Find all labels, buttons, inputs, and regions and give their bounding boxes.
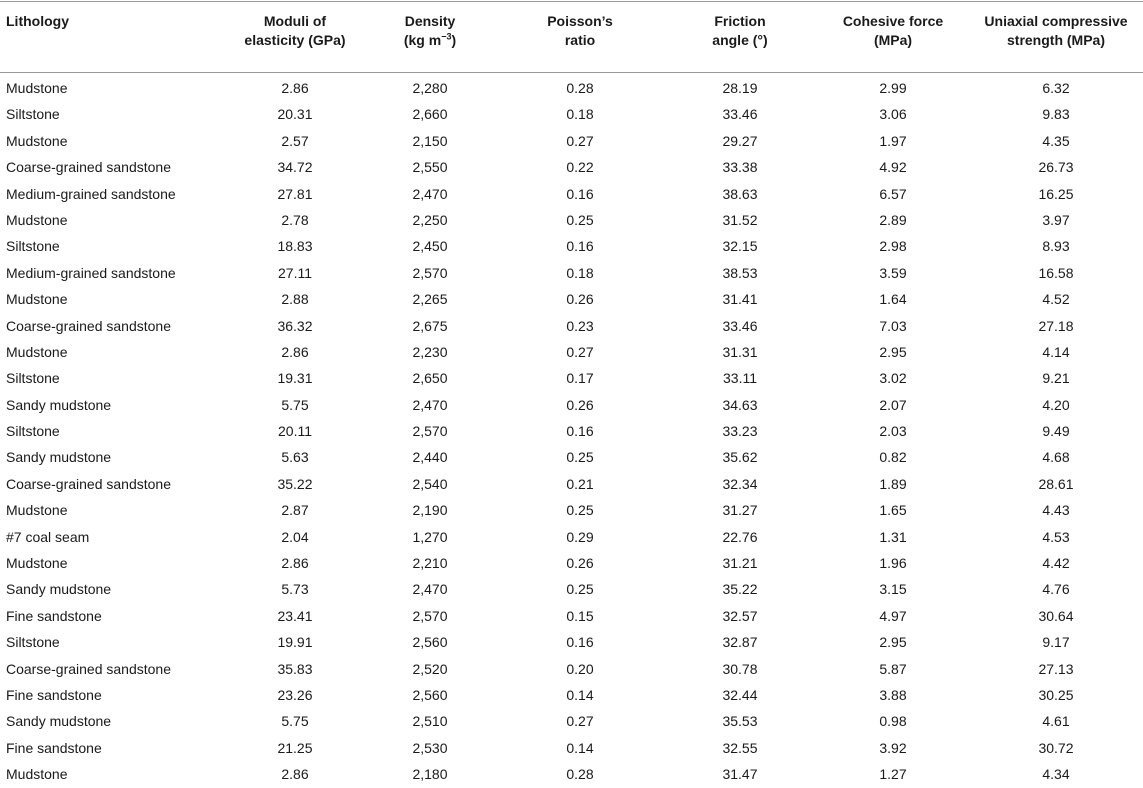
- cell-density: 2,650: [412, 370, 448, 387]
- cell-cohesive: 1.31: [879, 528, 907, 545]
- cell-lithology: Sandy mudstone: [6, 581, 112, 598]
- table-row: [0, 181, 1143, 207]
- cell-ucs: 4.68: [1042, 449, 1070, 466]
- cell-density: 2,470: [412, 396, 448, 413]
- cell-density: 2,280: [412, 80, 448, 96]
- cell-poisson: 0.27: [566, 343, 594, 360]
- header-density: Density (kg $m^{-3}$): [403, 13, 457, 48]
- cell-moduli: 2.86: [281, 555, 309, 572]
- table-top-rule: [0, 1, 1143, 2]
- table-row: [0, 471, 1143, 497]
- cell-poisson: 0.16: [566, 238, 594, 255]
- cell-ucs: 16.58: [1038, 264, 1074, 281]
- cell-moduli: 5.63: [281, 449, 309, 466]
- cell-moduli: 5.73: [281, 581, 309, 598]
- cell-cohesive: 7.03: [879, 317, 907, 334]
- cell-ucs: 30.72: [1038, 739, 1074, 756]
- cell-moduli: 2.88: [281, 291, 309, 308]
- cell-poisson: 0.25: [566, 211, 594, 228]
- table-header: [0, 12, 1143, 68]
- cell-density: 2,520: [412, 660, 448, 677]
- table-row: [0, 233, 1143, 259]
- cell-friction: 33.46: [722, 106, 758, 123]
- cell-poisson: 0.25: [566, 581, 594, 598]
- cell-lithology: Coarse-grained sandstone: [6, 475, 171, 492]
- cell-cohesive: 1.89: [879, 475, 907, 492]
- header-lithology: Lithology: [6, 13, 69, 29]
- cell-friction: 31.27: [722, 502, 758, 519]
- cell-friction: 35.22: [722, 581, 758, 598]
- cell-poisson: 0.16: [566, 185, 594, 202]
- cell-density: 2,550: [412, 159, 448, 176]
- cell-cohesive: 3.88: [879, 686, 907, 703]
- cell-density: 2,230: [412, 343, 448, 360]
- cell-density: 2,570: [412, 607, 448, 624]
- cell-friction: 33.38: [722, 159, 758, 176]
- cell-friction: 35.53: [722, 713, 758, 730]
- cell-moduli: 2.87: [281, 502, 309, 519]
- table-row: [0, 154, 1143, 180]
- cell-friction: 32.15: [722, 238, 758, 255]
- cell-cohesive: 3.02: [879, 370, 907, 387]
- cell-ucs: 6.32: [1042, 80, 1070, 96]
- cell-poisson: 0.16: [566, 423, 594, 440]
- cell-density: 2,265: [412, 291, 448, 308]
- cell-cohesive: 3.59: [879, 264, 907, 281]
- cell-ucs: 4.53: [1042, 528, 1070, 545]
- cell-friction: 35.62: [722, 449, 758, 466]
- cell-cohesive: 2.07: [879, 396, 907, 413]
- cell-poisson: 0.27: [566, 713, 594, 730]
- table-row: [0, 550, 1143, 576]
- cell-lithology: Siltstone: [6, 106, 60, 123]
- table-row: [0, 128, 1143, 154]
- cell-ucs: 26.73: [1038, 159, 1074, 176]
- cell-poisson: 0.14: [566, 686, 594, 703]
- cell-lithology: Siltstone: [6, 423, 60, 440]
- cell-lithology: Mudstone: [6, 343, 68, 360]
- cell-friction: 32.57: [722, 607, 758, 624]
- cell-ucs: 4.35: [1042, 132, 1070, 149]
- cell-density: 2,450: [412, 238, 448, 255]
- cell-cohesive: 1.27: [879, 766, 907, 783]
- cell-density: 2,210: [412, 555, 448, 572]
- cell-density: 2,570: [412, 423, 448, 440]
- cell-moduli: 5.75: [281, 396, 309, 413]
- cell-lithology: Coarse-grained sandstone: [6, 159, 171, 176]
- table-row: [0, 339, 1143, 365]
- cell-poisson: 0.15: [566, 607, 594, 624]
- header-poisson: Poisson’s ratio: [547, 13, 613, 48]
- cell-friction: 33.46: [722, 317, 758, 334]
- cell-ucs: 30.25: [1038, 686, 1074, 703]
- cell-lithology: Coarse-grained sandstone: [6, 660, 171, 677]
- cell-lithology: Sandy mudstone: [6, 396, 112, 413]
- cell-lithology: Mudstone: [6, 132, 68, 149]
- cell-friction: 31.47: [722, 766, 758, 783]
- cell-moduli: 18.83: [277, 238, 313, 255]
- cell-cohesive: 4.97: [879, 607, 907, 624]
- table-row: [0, 207, 1143, 233]
- cell-friction: 34.63: [722, 396, 758, 413]
- cell-moduli: 2.86: [281, 343, 309, 360]
- table-row: [0, 313, 1143, 339]
- table-row: [0, 656, 1143, 682]
- cell-ucs: 4.61: [1042, 713, 1070, 730]
- cell-cohesive: 1.65: [879, 502, 907, 519]
- cell-poisson: 0.22: [566, 159, 594, 176]
- cell-poisson: 0.25: [566, 449, 594, 466]
- cell-density: 2,190: [412, 502, 448, 519]
- cell-lithology: Fine sandstone: [6, 607, 102, 624]
- cell-friction: 38.63: [722, 185, 758, 202]
- cell-ucs: 4.43: [1042, 502, 1070, 519]
- cell-lithology: Mudstone: [6, 502, 68, 519]
- cell-lithology: Mudstone: [6, 291, 68, 308]
- cell-friction: 31.52: [722, 211, 758, 228]
- cell-ucs: 30.64: [1038, 607, 1074, 624]
- cell-poisson: 0.17: [566, 370, 594, 387]
- cell-lithology: Fine sandstone: [6, 739, 102, 756]
- cell-cohesive: 3.06: [879, 106, 907, 123]
- cell-poisson: 0.29: [566, 528, 594, 545]
- table-row: [0, 524, 1143, 550]
- cell-density: 2,510: [412, 713, 448, 730]
- cell-density: 2,470: [412, 185, 448, 202]
- cell-moduli: 36.32: [277, 317, 313, 334]
- cell-lithology: Siltstone: [6, 238, 60, 255]
- table-row: [0, 365, 1143, 391]
- cell-moduli: 27.11: [278, 264, 312, 281]
- cell-cohesive: 2.95: [879, 343, 907, 360]
- cell-density: 2,660: [412, 106, 448, 123]
- cell-ucs: 27.13: [1038, 660, 1074, 677]
- cell-lithology: Mudstone: [6, 766, 68, 783]
- table-row: [0, 75, 1143, 101]
- cell-ucs: 27.18: [1038, 317, 1074, 334]
- cell-moduli: 19.31: [277, 370, 313, 387]
- cell-friction: 31.31: [722, 343, 758, 360]
- cell-ucs: 9.17: [1042, 634, 1070, 651]
- cell-moduli: 23.41: [277, 607, 313, 624]
- cell-moduli: 2.04: [281, 528, 309, 545]
- cell-poisson: 0.27: [566, 132, 594, 149]
- cell-density: 2,440: [412, 449, 448, 466]
- cell-friction: 30.78: [722, 660, 758, 677]
- cell-poisson: 0.25: [566, 502, 594, 519]
- cell-ucs: 4.42: [1042, 555, 1070, 572]
- table-row: [0, 101, 1143, 127]
- cell-lithology: Fine sandstone: [6, 686, 102, 703]
- cell-moduli: 35.22: [277, 475, 313, 492]
- cell-friction: 31.21: [722, 555, 758, 572]
- cell-cohesive: 1.97: [879, 132, 907, 149]
- cell-friction: 32.55: [722, 739, 758, 756]
- cell-density: 2,540: [412, 475, 448, 492]
- cell-cohesive: 2.95: [879, 634, 907, 651]
- cell-poisson: 0.26: [566, 291, 594, 308]
- cell-poisson: 0.16: [566, 634, 594, 651]
- cell-density: 2,470: [412, 581, 448, 598]
- cell-ucs: 4.34: [1042, 766, 1070, 783]
- cell-density: 2,570: [412, 264, 448, 281]
- cell-ucs: 4.52: [1042, 291, 1070, 308]
- cell-lithology: Mudstone: [6, 555, 68, 572]
- cell-ucs: 3.97: [1042, 211, 1070, 228]
- cell-lithology: Siltstone: [6, 634, 60, 651]
- cell-cohesive: 1.64: [879, 291, 907, 308]
- cell-density: 2,560: [412, 686, 448, 703]
- cell-poisson: 0.28: [566, 80, 594, 96]
- cell-cohesive: 3.15: [879, 581, 907, 598]
- cell-density: 2,150: [412, 132, 448, 149]
- cell-cohesive: 5.87: [879, 660, 907, 677]
- header-ucs: Uniaxial compressive strength (MPa): [984, 13, 1128, 48]
- table-row: [0, 260, 1143, 286]
- table-row: [0, 286, 1143, 312]
- cell-friction: 29.27: [722, 132, 758, 149]
- table-body: [0, 75, 1143, 788]
- cell-friction: 31.41: [722, 291, 758, 308]
- cell-cohesive: 3.92: [879, 739, 907, 756]
- cell-moduli: 2.86: [281, 766, 309, 783]
- cell-cohesive: 0.82: [879, 449, 907, 466]
- header-moduli: Moduli of elasticity (GPa): [244, 13, 346, 48]
- cell-ucs: 4.20: [1042, 396, 1070, 413]
- cell-density: 2,180: [412, 766, 448, 783]
- cell-moduli: 21.25: [277, 739, 313, 756]
- cell-density: 2,560: [412, 634, 448, 651]
- cell-poisson: 0.14: [566, 739, 594, 756]
- cell-moduli: 34.72: [277, 159, 313, 176]
- cell-ucs: 16.25: [1038, 185, 1074, 202]
- cell-poisson: 0.18: [566, 106, 594, 123]
- cell-lithology: Coarse-grained sandstone: [6, 317, 171, 334]
- cell-density: 2,530: [412, 739, 448, 756]
- table-row: [0, 603, 1143, 629]
- cell-friction: 33.11: [723, 370, 757, 387]
- cell-friction: 38.53: [722, 264, 758, 281]
- cell-moduli: 27.81: [277, 185, 313, 202]
- table-row: [0, 629, 1143, 655]
- cell-cohesive: 2.89: [879, 211, 907, 228]
- cell-cohesive: 4.92: [879, 159, 907, 176]
- header-cohesive: Cohesive force (MPa): [842, 13, 944, 48]
- cell-poisson: 0.21: [566, 475, 594, 492]
- cell-ucs: 9.49: [1042, 423, 1070, 440]
- table-row: [0, 708, 1143, 734]
- table-row: [0, 418, 1143, 444]
- cell-lithology: Mudstone: [6, 80, 68, 96]
- table-row: [0, 682, 1143, 708]
- cell-lithology: Siltstone: [6, 370, 60, 387]
- cell-lithology: Sandy mudstone: [6, 449, 112, 466]
- cell-poisson: 0.26: [566, 396, 594, 413]
- cell-cohesive: 2.98: [879, 238, 907, 255]
- cell-moduli: 2.57: [281, 132, 309, 149]
- table-header-rule: [0, 72, 1143, 73]
- table-row: [0, 576, 1143, 602]
- cell-moduli: 19.91: [277, 634, 313, 651]
- cell-ucs: 8.93: [1042, 238, 1070, 255]
- cell-ucs: 9.83: [1042, 106, 1070, 123]
- cell-poisson: 0.23: [566, 317, 594, 334]
- cell-friction: 32.44: [722, 686, 758, 703]
- cell-poisson: 0.20: [566, 660, 594, 677]
- cell-poisson: 0.18: [566, 264, 594, 281]
- cell-density: 1,270: [412, 528, 448, 545]
- cell-moduli: 35.83: [277, 660, 313, 677]
- table-row: [0, 497, 1143, 523]
- cell-cohesive: 6.57: [879, 185, 907, 202]
- cell-ucs: 9.21: [1042, 370, 1070, 387]
- table-row: [0, 735, 1143, 761]
- cell-moduli: 2.78: [281, 211, 309, 228]
- cell-cohesive: 2.99: [879, 80, 907, 96]
- cell-density: 2,250: [412, 211, 448, 228]
- cell-friction: 28.19: [722, 80, 758, 96]
- cell-lithology: #7 coal seam: [6, 528, 90, 545]
- cell-lithology: Medium-grained sandstone: [6, 185, 176, 202]
- table-row: [0, 444, 1143, 470]
- cell-lithology: Sandy mudstone: [6, 713, 112, 730]
- cell-poisson: 0.26: [566, 555, 594, 572]
- cell-lithology: Medium-grained sandstone: [6, 264, 176, 281]
- cell-cohesive: 2.03: [879, 423, 907, 440]
- cell-moduli: 5.75: [281, 713, 309, 730]
- cell-friction: 33.23: [722, 423, 758, 440]
- cell-cohesive: 1.96: [879, 555, 907, 572]
- cell-lithology: Mudstone: [6, 211, 68, 228]
- cell-poisson: 0.28: [566, 766, 594, 783]
- cell-moduli: 20.11: [278, 423, 312, 440]
- cell-moduli: 23.26: [277, 686, 313, 703]
- table-row: [0, 392, 1143, 418]
- cell-density: 2,675: [412, 317, 448, 334]
- cell-moduli: 2.86: [281, 80, 309, 96]
- cell-cohesive: 0.98: [879, 713, 907, 730]
- cell-moduli: 20.31: [277, 106, 313, 123]
- cell-friction: 22.76: [722, 528, 758, 545]
- cell-ucs: 4.14: [1042, 343, 1070, 360]
- cell-ucs: 4.76: [1042, 581, 1070, 598]
- cell-friction: 32.87: [722, 634, 758, 651]
- cell-friction: 32.34: [722, 475, 758, 492]
- header-friction: Friction angle (°): [712, 13, 768, 48]
- cell-ucs: 28.61: [1038, 475, 1074, 492]
